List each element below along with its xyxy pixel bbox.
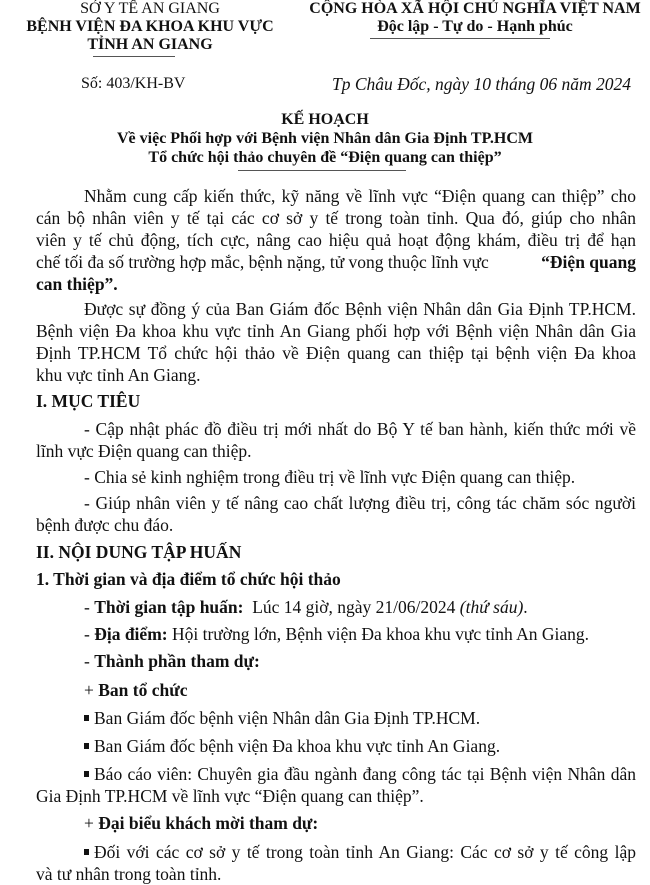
section1-heading: I. MỤC TIÊU <box>36 391 141 411</box>
intro-p1-line1: Nhằm cung cấp kiến thức, kỹ năng về lĩnh vực “Điện quang can thiệp” cho <box>84 186 636 206</box>
document-number: Số: 403/KH-BV <box>81 75 186 92</box>
intro-p1-bold-tail: “Điện quang <box>541 252 636 272</box>
objective-1-line1: - Cập nhật phác đồ điều trị mới nhất do Bộ Y tế ban hành, kiến thức mới về <box>84 419 636 439</box>
objective-3-line2: bệnh được chu đáo. <box>36 515 174 535</box>
objective-3-line1: - Giúp nhân viên y tế nâng cao chất lượng điều trị, công tác chăm sóc người <box>84 493 636 513</box>
hospital-name-line1: BỆNH VIỆN ĐA KHOA KHU VỰC <box>26 18 274 35</box>
intro-p2-line4: khu vực tỉnh An Giang. <box>36 365 201 385</box>
participants-label: Thành phần tham dự: <box>94 651 260 671</box>
participants: - Thành phần tham dự: <box>84 651 260 671</box>
header-right-underline <box>370 38 550 39</box>
intro-p2-line3: Định TP.HCM Tổ chức hội thảo về Điện quang can thiệp tại bệnh viện Đa khoa <box>36 343 636 363</box>
guests-label: Đại biểu khách mời tham dự: <box>98 813 319 833</box>
objective-2: - Chia sẻ kinh nghiệm trong điều trị về lĩnh vực Điện quang can thiệp. <box>84 467 576 487</box>
organizers-label: Ban tổ chức <box>98 680 188 700</box>
organizer-item-text: Ban Giám đốc bệnh viện Nhân dân Gia Định TP.HCM. <box>94 708 481 728</box>
speaker-line1 <box>36 763 636 785</box>
header-left-underline <box>93 56 175 57</box>
square-bullet-icon <box>84 743 89 749</box>
training-place-value: Hội trường lớn, Bệnh viện Đa khoa khu vực tỉnh An Giang. <box>171 624 590 644</box>
nation-motto: Độc lập - Tự do - Hạnh phúc <box>377 18 573 35</box>
training-time: - Thời gian tập huấn: Lúc 14 giờ, ngày 21/06/2024 (thứ sáu). <box>84 597 528 617</box>
guests-line1-text: Đối với các cơ sở y tế trong toàn tỉnh An Giang: Các cơ sở y tế công lập <box>94 842 636 862</box>
organizer-item-text: Ban Giám đốc bệnh viện Đa khoa khu vực tỉnh An Giang. <box>94 736 501 756</box>
guests-heading: + Đại biểu khách mời tham dự: <box>84 813 319 833</box>
intro-p1-line4 <box>36 251 636 273</box>
document-subtitle-line1: Về việc Phối hợp với Bệnh viện Nhân dân Gia Định TP.HCM <box>116 130 534 147</box>
guests-line2: và tư nhân trong toàn tỉnh. <box>36 864 222 884</box>
objective-1-line2: lĩnh vực Điện quang can thiệp. <box>36 441 252 461</box>
hospital-name-line2: TỈNH AN GIANG <box>87 36 213 53</box>
training-time-day: (thứ sáu) <box>459 597 524 617</box>
speaker-line2: Gia Định TP.HCM về lĩnh vực “Điện quang can thiệp”. <box>36 786 424 806</box>
nation-title: CỘNG HÒA XÃ HỘI CHỦ NGHĨA VIỆT NAM <box>309 0 641 17</box>
document-title: KẾ HOẠCH <box>281 111 369 128</box>
intro-p1-line3: viên y tế chủ động, tích cực, nâng cao hiệu quả hoạt động khám, điều trị để hạn <box>36 230 636 250</box>
title-underline <box>238 170 406 171</box>
square-bullet-icon <box>84 715 89 721</box>
intro-p1-line2: cán bộ nhân viên y tế tại các cơ sở y tế trong toàn tỉnh. Qua đó, giúp cho nhân <box>36 208 636 228</box>
training-time-value: Lúc 14 giờ, ngày 21/06/2024 <box>252 597 456 617</box>
intro-p1-line5: can thiệp”. <box>36 274 118 294</box>
organizers-heading: + Ban tổ chức <box>84 680 188 700</box>
training-place: - Địa điểm: Hội trường lớn, Bệnh viện Đa khoa khu vực tỉnh An Giang. <box>84 624 590 644</box>
place-date: Tp Châu Đốc, ngày 10 tháng 06 năm 2024 <box>332 74 631 94</box>
training-time-label: Thời gian tập huấn: <box>94 597 244 617</box>
intro-p2-line2: Bệnh viện Đa khoa khu vực tỉnh An Giang phối hợp với Bệnh viện Nhân dân Gia <box>36 321 636 341</box>
square-bullet-icon <box>84 849 89 855</box>
guests-line1 <box>36 841 636 863</box>
ministry-name: SỞ Y TẾ AN GIANG <box>80 0 220 17</box>
speaker-line1-text: Báo cáo viên: Chuyên gia đầu ngành đang công tác tại Bệnh viện Nhân dân <box>94 764 636 784</box>
subsection1-heading: 1. Thời gian và địa điểm tổ chức hội thảo <box>36 569 341 589</box>
intro-p2-line1: Được sự đồng ý của Ban Giám đốc Bệnh viện Nhân dân Gia Định TP.HCM. <box>84 299 636 319</box>
organizer-item <box>36 707 650 729</box>
organizer-item <box>36 735 650 757</box>
training-place-label: Địa điểm: <box>94 624 168 644</box>
intro-p1-line4-text: chế tối đa số trường hợp mắc, bệnh nặng, tử vong thuộc lĩnh vực <box>36 252 489 272</box>
document-subtitle-line2: Tổ chức hội thảo chuyên đề “Điện quang can thiệp” <box>148 149 502 166</box>
section2-heading: II. NỘI DUNG TẬP HUẤN <box>36 542 242 562</box>
square-bullet-icon <box>84 771 89 777</box>
